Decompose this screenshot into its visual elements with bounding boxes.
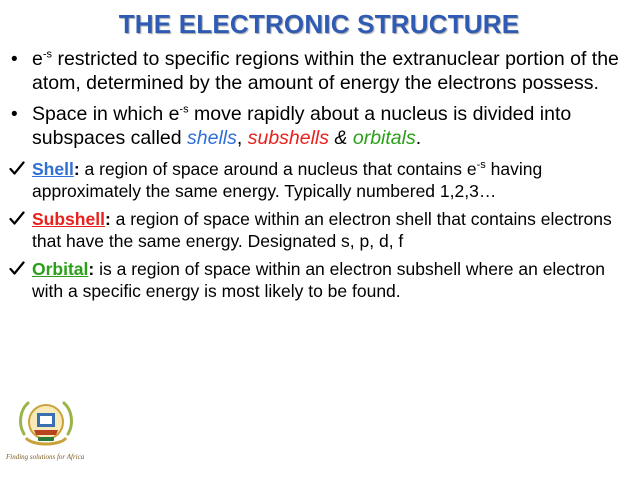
orbital-colon: : — [88, 259, 95, 279]
bullet-2-text-before: Space in which e — [32, 103, 180, 125]
bullet-dot-icon: • — [11, 104, 18, 125]
crest-icon — [16, 398, 76, 452]
bullet-2-period: . — [415, 126, 422, 149]
shell-superscript: -s — [476, 159, 486, 172]
shells-word: shells — [187, 126, 237, 149]
bullet-1-text: restricted to specific regions within the extranuclear portion of the atom, determined by the amount of energy the electrons possess. — [32, 48, 619, 94]
definition-orbital — [9, 258, 624, 302]
bullet-2-superscript: -s — [179, 103, 189, 116]
bullet-1-prefix: e — [32, 48, 43, 70]
shell-text-a: a region of space around a nucleus that contains e — [79, 159, 477, 179]
checkmark-icon — [9, 208, 29, 226]
orbital-term: Orbital — [32, 259, 89, 279]
bullet-item-2 — [9, 103, 624, 150]
bullet-item-1 — [9, 48, 624, 95]
bullet-dot-icon: • — [11, 49, 18, 70]
bullet-2-text-mid: move rapidly about a nucleus is divided into subspaces called — [32, 103, 572, 149]
university-logo — [6, 398, 86, 464]
bullet-2-comma: , — [236, 126, 243, 149]
definition-shell — [9, 158, 624, 202]
subshell-term: Subshell — [32, 209, 105, 229]
logo-tagline: Finding solutions for Africa — [6, 453, 85, 461]
definition-subshell — [9, 208, 624, 252]
bullet-1-superscript: -s — [42, 48, 53, 61]
subshell-colon: : — [104, 209, 111, 229]
shell-term: Shell — [32, 159, 74, 179]
bullet-2-amp: & — [329, 126, 353, 149]
shell-text-b: having approximately the same energy. Typically numbered 1,2,3… — [32, 159, 543, 201]
shell-colon: : — [73, 159, 80, 179]
slide-content — [9, 48, 624, 308]
subshells-word: subshells — [247, 126, 330, 149]
orbitals-word: orbitals — [352, 126, 416, 149]
subshell-text: a region of space within an electron shell that contains electrons that have the same energy. Designated s, p, d, f — [32, 209, 612, 251]
orbital-text: is a region of space within an electron subshell where an electron with a specific energy is most likely to be found. — [32, 259, 605, 301]
checkmark-icon — [9, 158, 29, 176]
checkmark-icon — [9, 258, 29, 276]
slide-title: THE ELECTRONIC STRUCTURE — [118, 9, 520, 39]
